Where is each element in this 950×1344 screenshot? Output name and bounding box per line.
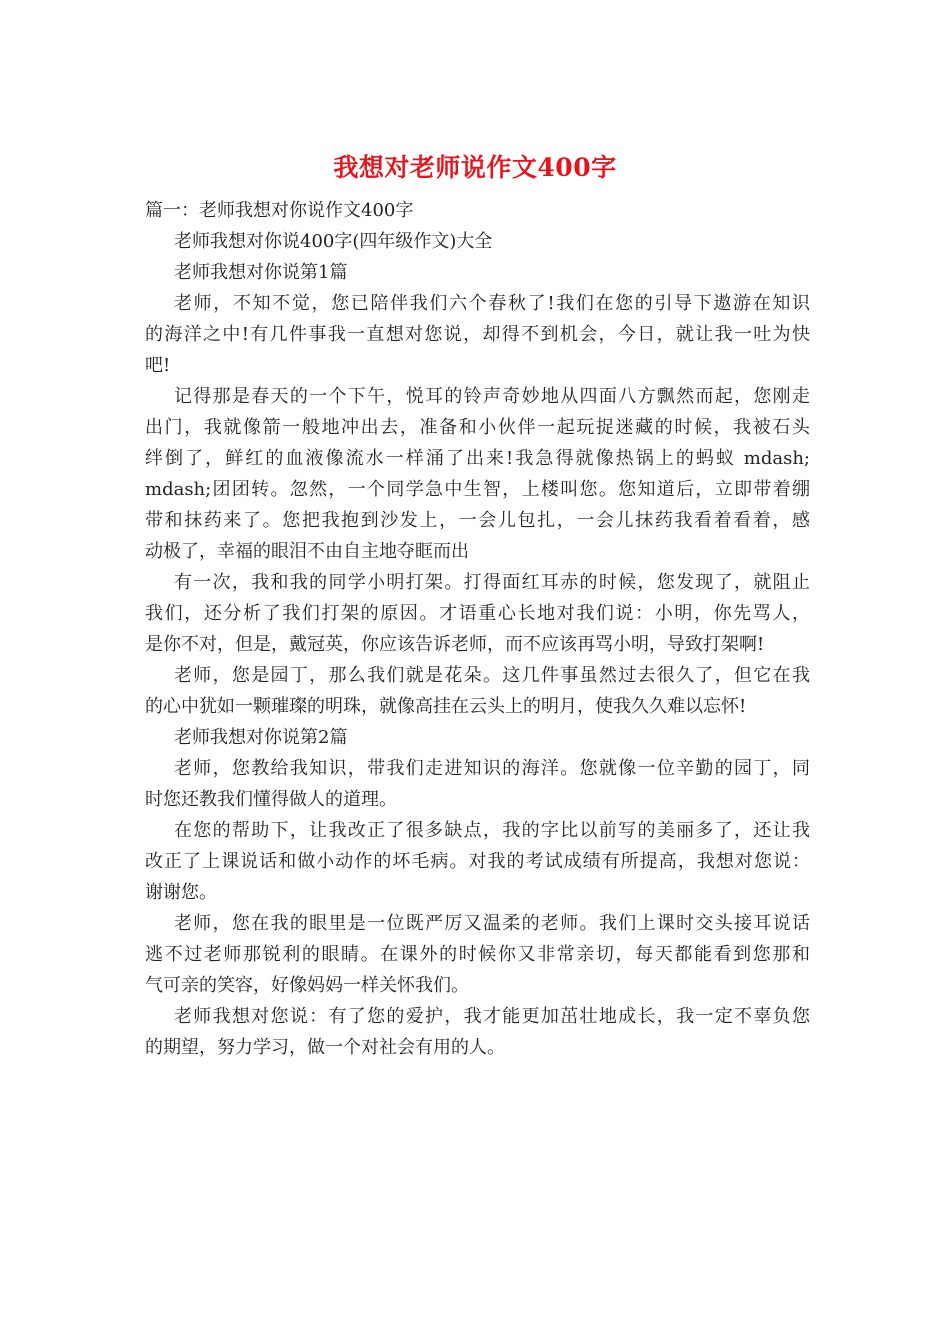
- paragraph-line: 改正了上课说话和做小动作的坏毛病。对我的考试成绩有所提高，我想对您说：: [145, 851, 810, 872]
- paragraph-line: 出门，我就像箭一般地冲出去，准备和小伙伴一起玩捉迷藏的时候，我被石头: [145, 417, 810, 438]
- paragraph-line: 记得那是春天的一个下午，悦耳的铃声奇妙地从四面八方飘然而起，您刚走: [174, 386, 810, 407]
- paragraph-line: 吧!: [145, 355, 171, 376]
- paragraph-line: 的心中犹如一颗璀璨的明珠，就像高挂在云头上的明月，使我久久难以忘怀!: [145, 696, 747, 717]
- paragraph-line: 我们，还分析了我们打架的原因。才语重心长地对我们说：小明，你先骂人，: [145, 603, 810, 624]
- paragraph-line: 老师，您教给我知识，带我们走进知识的海洋。您就像一位辛勤的园丁，同: [174, 758, 810, 779]
- document-body: [145, 195, 810, 1063]
- article-heading: 老师我想对你说第2篇: [174, 727, 348, 748]
- paragraph-line: 的期望，努力学习，做一个对社会有用的人。: [145, 1037, 505, 1058]
- paragraph-line: 老师我想对您说：有了您的爱护，我才能更加茁壮地成长，我一定不辜负您: [174, 1006, 810, 1027]
- paragraph-line: 带和抹药来了。您把我抱到沙发上，一会儿包扎，一会儿抹药我看着看着，感: [145, 510, 810, 531]
- subtitle-line: 老师我想对你说400字(四年级作文)大全: [174, 231, 493, 252]
- paragraph-line: mdash;团团转。忽然，一个同学急中生智，上楼叫您。您知道后，立即带着绷: [145, 479, 810, 500]
- paragraph-line: 在您的帮助下，让我改正了很多缺点，我的字比以前写的美丽多了，还让我: [174, 820, 810, 841]
- section-heading: 篇一：老师我想对你说作文400字: [145, 200, 414, 221]
- paragraph-line: 老师，不知不觉，您已陪伴我们六个春秋了!我们在您的引导下遨游在知识: [174, 293, 810, 314]
- article-heading: 老师我想对你说第1篇: [174, 262, 348, 283]
- paragraph-line: 是你不对，但是，戴冠英，你应该告诉老师，而不应该再骂小明，导致打架啊!: [145, 634, 765, 655]
- paragraph-line: 的海洋之中!有几件事我一直想对您说，却得不到机会，今日，就让我一吐为快: [145, 324, 810, 345]
- paragraph-line: 老师，您在我的眼里是一位既严厉又温柔的老师。我们上课时交头接耳说话: [174, 913, 810, 934]
- paragraph-line: 有一次，我和我的同学小明打架。打得面红耳赤的时候，您发现了，就阻止: [174, 572, 810, 593]
- paragraph-line: 谢谢您。: [145, 882, 217, 903]
- paragraph-line: 逃不过老师那锐利的眼睛。在课外的时候你又非常亲切，每天都能看到您那和: [145, 944, 810, 965]
- paragraph-line: 动极了，幸福的眼泪不由自主地夺眶而出: [145, 541, 469, 562]
- paragraph-line: 老师，您是园丁，那么我们就是花朵。这几件事虽然过去很久了，但它在我: [174, 665, 810, 686]
- paragraph-line: 时您还教我们懂得做人的道理。: [145, 789, 397, 810]
- paragraph-line: 绊倒了，鲜红的血液像流水一样涌了出来!我急得就像热锅上的蚂蚁 mdash;: [145, 448, 810, 469]
- paragraph-line: 气可亲的笑容，好像妈妈一样关怀我们。: [145, 975, 469, 996]
- document-title: 我想对老师说作文400字: [333, 153, 617, 182]
